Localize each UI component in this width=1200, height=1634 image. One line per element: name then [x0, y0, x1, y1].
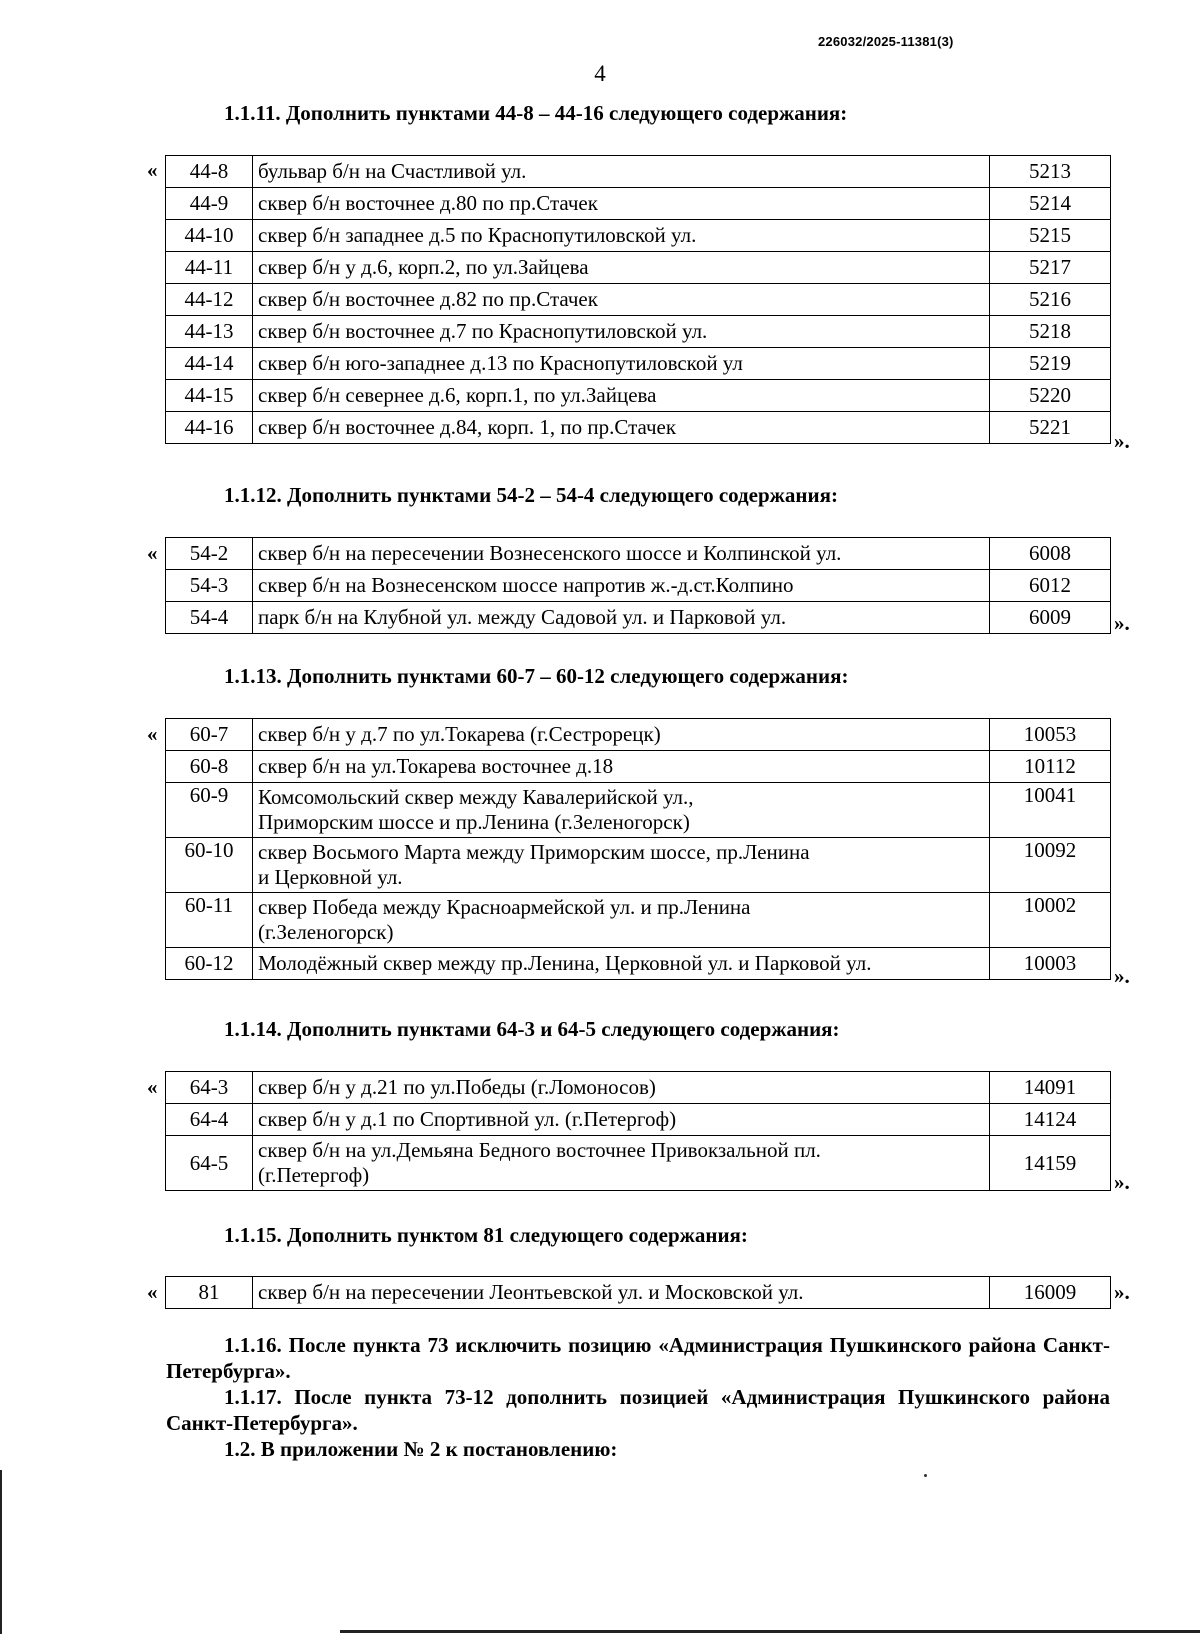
row-code: 5219 — [990, 348, 1111, 380]
row-code: 5220 — [990, 380, 1111, 412]
table-row — [166, 316, 1111, 348]
row-code: 10112 — [990, 751, 1111, 783]
row-name: сквер б/н восточнее д.80 по пр.Стачек — [253, 188, 990, 220]
row-number: 44-14 — [166, 348, 253, 380]
row-name: Молодёжный сквер между пр.Ленина, Церковной ул. и Парковой ул. — [253, 948, 990, 980]
row-number: 60-8 — [166, 751, 253, 783]
row-name-line: сквер Победа между Красноармейской ул. и пр.Ленина — [258, 895, 751, 919]
section-heading-1-1-11: 1.1.11. Дополнить пунктами 44-8 – 44-16 следующего содержания: — [224, 101, 848, 125]
table-row — [166, 380, 1111, 412]
row-name — [253, 893, 990, 948]
table-row — [166, 838, 1111, 893]
row-number: 64-5 — [166, 1136, 253, 1191]
row-number: 54-3 — [166, 570, 253, 602]
row-code: 5215 — [990, 220, 1111, 252]
row-code: 16009 — [990, 1277, 1111, 1309]
row-number: 60-11 — [166, 893, 253, 948]
opening-quote: « — [147, 722, 158, 746]
table-row — [166, 783, 1111, 838]
row-name-line: Комсомольский сквер между Кавалерийской ул., — [258, 785, 694, 809]
row-name: сквер б/н севернее д.6, корп.1, по ул.Зайцева — [253, 380, 990, 412]
row-name: сквер б/н восточнее д.7 по Краснопутиловской ул. — [253, 316, 990, 348]
table-row — [166, 751, 1111, 783]
table-section-1-1-12 — [165, 537, 1111, 634]
row-code: 14124 — [990, 1104, 1111, 1136]
row-code: 5214 — [990, 188, 1111, 220]
table-row — [166, 570, 1111, 602]
row-number: 54-2 — [166, 538, 253, 570]
scan-speck — [924, 1474, 927, 1477]
table-row — [166, 156, 1111, 188]
opening-quote: « — [147, 1075, 158, 1099]
row-number: 44-12 — [166, 284, 253, 316]
row-number: 60-7 — [166, 719, 253, 751]
row-code: 10003 — [990, 948, 1111, 980]
paragraph-1-2: 1.2. В приложении № 2 к постановлению: — [224, 1437, 618, 1461]
row-code: 5213 — [990, 156, 1111, 188]
row-code: 14159 — [990, 1136, 1111, 1191]
row-name-line: и Церковной ул. — [258, 865, 403, 889]
row-code: 5217 — [990, 252, 1111, 284]
row-name-line: (г.Петергоф) — [258, 1163, 370, 1187]
table-row — [166, 284, 1111, 316]
row-name: сквер б/н на пересечении Вознесенского шоссе и Колпинской ул. — [253, 538, 990, 570]
row-number: 44-16 — [166, 412, 253, 444]
table-row — [166, 348, 1111, 380]
closing-quote: ». — [1114, 964, 1130, 988]
table-section-1-1-15 — [165, 1276, 1111, 1309]
section-heading-1-1-15: 1.1.15. Дополнить пунктом 81 следующего содержания: — [224, 1223, 748, 1247]
closing-quote: ». — [1114, 611, 1130, 635]
table-row — [166, 948, 1111, 980]
row-number: 81 — [166, 1277, 253, 1309]
row-name-line: (г.Зеленогорск) — [258, 920, 394, 944]
row-number: 60-10 — [166, 838, 253, 893]
closing-quote: ». — [1114, 1170, 1130, 1194]
row-name: сквер б/н у д.6, корп.2, по ул.Зайцева — [253, 252, 990, 284]
closing-quote: ». — [1114, 429, 1130, 453]
row-name: сквер б/н восточнее д.82 по пр.Стачек — [253, 284, 990, 316]
row-number: 60-9 — [166, 783, 253, 838]
row-name: сквер б/н у д.7 по ул.Токарева (г.Сестрорецк) — [253, 719, 990, 751]
table-section-1-1-11 — [165, 155, 1111, 444]
table-row — [166, 602, 1111, 634]
row-name: сквер б/н у д.21 по ул.Победы (г.Ломоносов) — [253, 1072, 990, 1104]
row-number: 44-11 — [166, 252, 253, 284]
row-name: сквер б/н на пересечении Леонтьевской ул. и Московской ул. — [253, 1277, 990, 1309]
table-row — [166, 220, 1111, 252]
row-code: 5221 — [990, 412, 1111, 444]
row-number: 44-9 — [166, 188, 253, 220]
row-code: 6012 — [990, 570, 1111, 602]
row-number: 54-4 — [166, 602, 253, 634]
table-row — [166, 412, 1111, 444]
paragraph-1-1-16: 1.1.16. После пункта 73 исключить позицию «Администрация Пушкинского района Санкт-Петербурга». — [166, 1333, 1110, 1383]
table-row — [166, 188, 1111, 220]
row-code: 5218 — [990, 316, 1111, 348]
row-code: 6009 — [990, 602, 1111, 634]
table-row — [166, 719, 1111, 751]
row-name: сквер б/н западнее д.5 по Краснопутиловской ул. — [253, 220, 990, 252]
row-name: сквер б/н у д.1 по Спортивной ул. (г.Петергоф) — [253, 1104, 990, 1136]
row-name — [253, 783, 990, 838]
table-row — [166, 1136, 1111, 1191]
row-number: 64-4 — [166, 1104, 253, 1136]
paragraph-1-1-17: 1.1.17. После пункта 73-12 дополнить позицией «Администрация Пушкинского района Санкт-Петербурга». — [166, 1385, 1110, 1435]
row-code: 5216 — [990, 284, 1111, 316]
row-name-line: сквер Восьмого Марта между Приморским шоссе, пр.Ленина — [258, 840, 810, 864]
table-row — [166, 538, 1111, 570]
table-row — [166, 1072, 1111, 1104]
table-section-1-1-13 — [165, 718, 1111, 980]
scan-edge-left — [0, 1470, 2, 1634]
row-name: сквер б/н юго-западнее д.13 по Краснопутиловской ул — [253, 348, 990, 380]
row-name: сквер б/н на ул.Токарева восточнее д.18 — [253, 751, 990, 783]
row-name: бульвар б/н на Счастливой ул. — [253, 156, 990, 188]
row-name: сквер б/н на Вознесенском шоссе напротив ж.-д.ст.Колпино — [253, 570, 990, 602]
row-name: парк б/н на Клубной ул. между Садовой ул. и Парковой ул. — [253, 602, 990, 634]
row-name: сквер б/н восточнее д.84, корп. 1, по пр.Стачек — [253, 412, 990, 444]
table-row — [166, 893, 1111, 948]
row-number: 44-13 — [166, 316, 253, 348]
opening-quote: « — [147, 1280, 158, 1304]
row-code: 10092 — [990, 838, 1111, 893]
page-number: 4 — [594, 61, 606, 86]
row-number: 44-8 — [166, 156, 253, 188]
row-number: 44-15 — [166, 380, 253, 412]
opening-quote: « — [147, 158, 158, 182]
document-registration-number: 226032/2025-11381(3) — [818, 34, 954, 49]
row-code: 10002 — [990, 893, 1111, 948]
section-heading-1-1-14: 1.1.14. Дополнить пунктами 64-3 и 64-5 следующего содержания: — [224, 1017, 840, 1041]
row-code: 10041 — [990, 783, 1111, 838]
table-row — [166, 1104, 1111, 1136]
row-name — [253, 838, 990, 893]
row-name-line: Приморским шоссе и пр.Ленина (г.Зеленогорск) — [258, 810, 690, 834]
section-heading-1-1-13: 1.1.13. Дополнить пунктами 60-7 – 60-12 следующего содержания: — [224, 664, 849, 688]
closing-quote: ». — [1114, 1280, 1130, 1304]
row-name-line: сквер б/н на ул.Демьяна Бедного восточнее Привокзальной пл. — [258, 1138, 821, 1162]
table-section-1-1-14 — [165, 1071, 1111, 1191]
scan-edge-bottom — [340, 1630, 1200, 1633]
opening-quote: « — [147, 541, 158, 565]
row-number: 64-3 — [166, 1072, 253, 1104]
row-number: 44-10 — [166, 220, 253, 252]
row-name — [253, 1136, 990, 1191]
row-code: 6008 — [990, 538, 1111, 570]
table-row — [166, 1277, 1111, 1309]
section-heading-1-1-12: 1.1.12. Дополнить пунктами 54-2 – 54-4 следующего содержания: — [224, 483, 838, 507]
row-number: 60-12 — [166, 948, 253, 980]
row-code: 14091 — [990, 1072, 1111, 1104]
table-row — [166, 252, 1111, 284]
row-code: 10053 — [990, 719, 1111, 751]
